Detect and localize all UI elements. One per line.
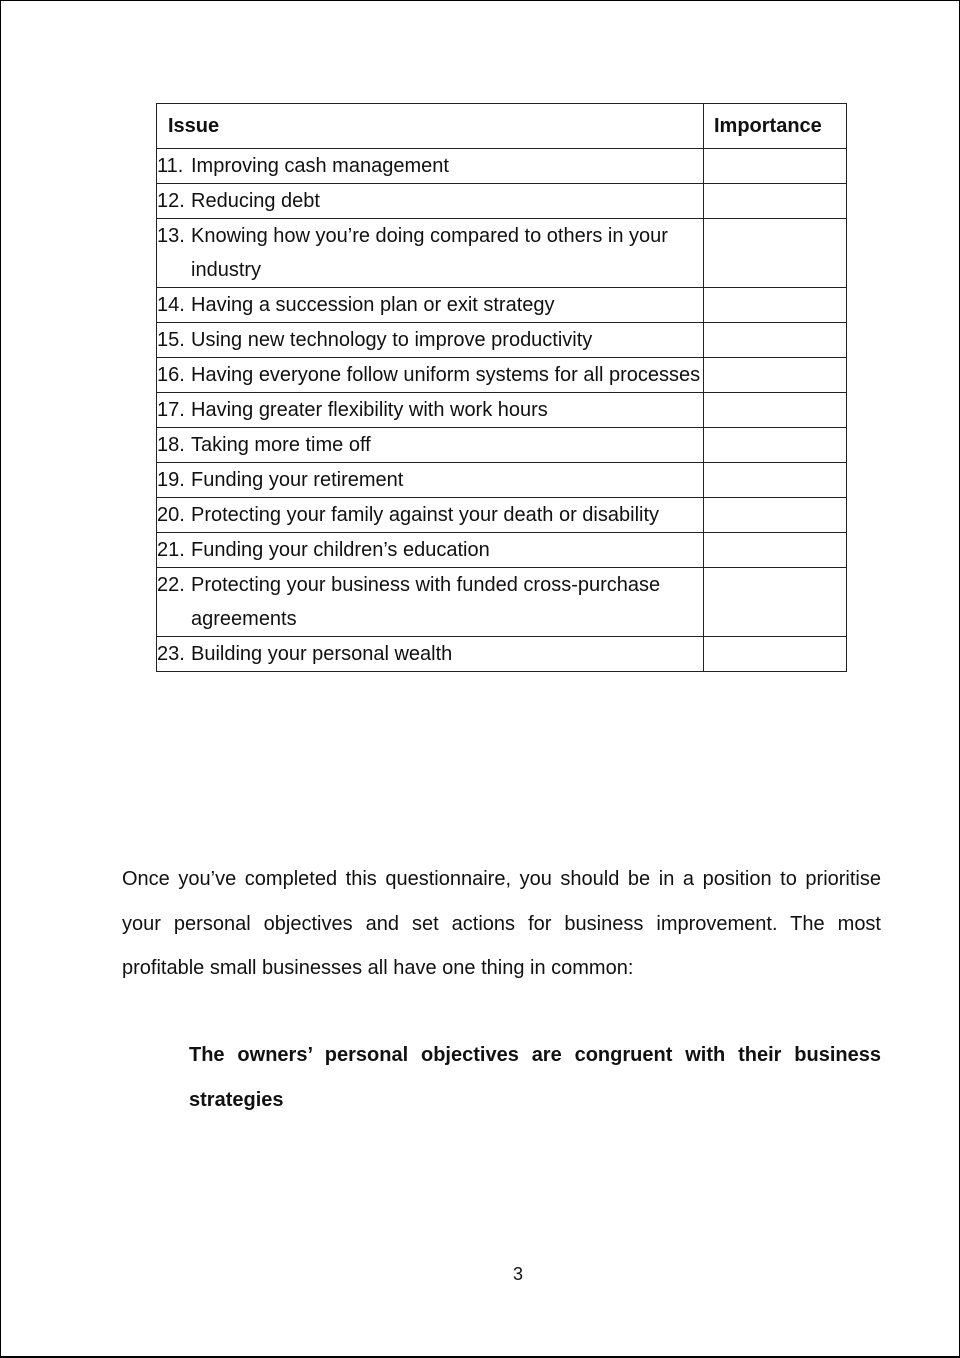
table-row bbox=[157, 428, 847, 463]
column-header-importance: Importance bbox=[704, 104, 847, 149]
issue-number: 22. bbox=[157, 574, 185, 596]
issue-number: 11. bbox=[157, 155, 184, 177]
table-row bbox=[157, 637, 847, 672]
issue-text: Having a succession plan or exit strategy bbox=[191, 294, 555, 316]
issue-text: Protecting your family against your death or disability bbox=[191, 504, 660, 526]
issue-cell bbox=[157, 184, 704, 219]
issue-text: Funding your children’s education bbox=[191, 539, 490, 561]
issue-item bbox=[157, 428, 703, 462]
importance-cell[interactable] bbox=[704, 393, 847, 428]
issue-text: Building your personal wealth bbox=[191, 643, 453, 665]
issue-cell bbox=[157, 358, 704, 393]
table-row bbox=[157, 323, 847, 358]
issue-cell bbox=[157, 463, 704, 498]
issue-number: 13. bbox=[157, 225, 185, 247]
issues-table bbox=[156, 103, 847, 672]
table-row bbox=[157, 533, 847, 568]
issue-number: 23. bbox=[157, 643, 185, 665]
issue-text: Having greater flexibility with work hours bbox=[191, 399, 548, 421]
importance-cell[interactable] bbox=[704, 323, 847, 358]
issue-number: 14. bbox=[157, 294, 185, 316]
importance-cell[interactable] bbox=[704, 149, 847, 184]
issue-item bbox=[157, 288, 703, 322]
issue-item bbox=[157, 149, 703, 183]
issue-number: 16. bbox=[157, 364, 185, 386]
column-header-issue: Issue bbox=[157, 104, 704, 149]
issue-item bbox=[157, 358, 703, 392]
issue-cell bbox=[157, 428, 704, 463]
issue-text: Using new technology to improve productivity bbox=[191, 329, 593, 351]
issue-item bbox=[157, 393, 703, 427]
issue-text: Protecting your business with funded cross-purchase agreements bbox=[191, 574, 661, 630]
table-body bbox=[157, 149, 847, 672]
issue-cell bbox=[157, 498, 704, 533]
issue-item bbox=[157, 568, 703, 636]
issue-item bbox=[157, 637, 703, 671]
issue-cell bbox=[157, 219, 704, 288]
issue-text: Improving cash management bbox=[191, 155, 449, 177]
issue-text: Having everyone follow uniform systems for all processes bbox=[191, 364, 701, 386]
issue-item bbox=[157, 219, 703, 287]
issue-cell bbox=[157, 393, 704, 428]
issue-cell bbox=[157, 637, 704, 672]
table-row bbox=[157, 184, 847, 219]
issue-number: 20. bbox=[157, 504, 185, 526]
issue-item bbox=[157, 184, 703, 218]
table-row bbox=[157, 463, 847, 498]
table-row bbox=[157, 149, 847, 184]
issue-text: Reducing debt bbox=[191, 190, 320, 212]
importance-cell[interactable] bbox=[704, 219, 847, 288]
importance-cell[interactable] bbox=[704, 498, 847, 533]
table-row bbox=[157, 358, 847, 393]
issue-text: Taking more time off bbox=[191, 434, 371, 456]
issue-number: 17. bbox=[157, 399, 185, 421]
highlight-statement: The owners’ personal objectives are congruent with their business strategies bbox=[189, 1044, 881, 1111]
issue-text: Knowing how you’re doing compared to others in your industry bbox=[191, 225, 668, 281]
issue-item bbox=[157, 323, 703, 357]
issue-number: 15. bbox=[157, 329, 185, 351]
table-header-row bbox=[157, 104, 847, 149]
issue-number: 19. bbox=[157, 469, 185, 491]
issue-cell bbox=[157, 568, 704, 637]
body-paragraph: Once you’ve completed this questionnaire, you should be in a position to prioritise your personal objectives and set actions for business improvement. The most profitable small businesses all have one thing in common: bbox=[122, 868, 881, 979]
issue-cell bbox=[157, 323, 704, 358]
importance-cell[interactable] bbox=[704, 428, 847, 463]
table-row bbox=[157, 393, 847, 428]
issue-number: 21. bbox=[157, 539, 185, 561]
issue-number: 12. bbox=[157, 190, 185, 212]
issue-text: Funding your retirement bbox=[191, 469, 404, 491]
issue-cell bbox=[157, 149, 704, 184]
issue-number: 18. bbox=[157, 434, 185, 456]
importance-cell[interactable] bbox=[704, 358, 847, 393]
page-number: 3 bbox=[512, 1264, 523, 1284]
table-row bbox=[157, 219, 847, 288]
importance-cell[interactable] bbox=[704, 568, 847, 637]
table-row bbox=[157, 498, 847, 533]
issue-cell bbox=[157, 533, 704, 568]
issue-item bbox=[157, 463, 703, 497]
importance-cell[interactable] bbox=[704, 463, 847, 498]
importance-cell[interactable] bbox=[704, 637, 847, 672]
table-row bbox=[157, 568, 847, 637]
importance-cell[interactable] bbox=[704, 184, 847, 219]
importance-cell[interactable] bbox=[704, 533, 847, 568]
table-row bbox=[157, 288, 847, 323]
issue-cell bbox=[157, 288, 704, 323]
importance-cell[interactable] bbox=[704, 288, 847, 323]
issue-item bbox=[157, 498, 703, 532]
issue-item bbox=[157, 533, 703, 567]
